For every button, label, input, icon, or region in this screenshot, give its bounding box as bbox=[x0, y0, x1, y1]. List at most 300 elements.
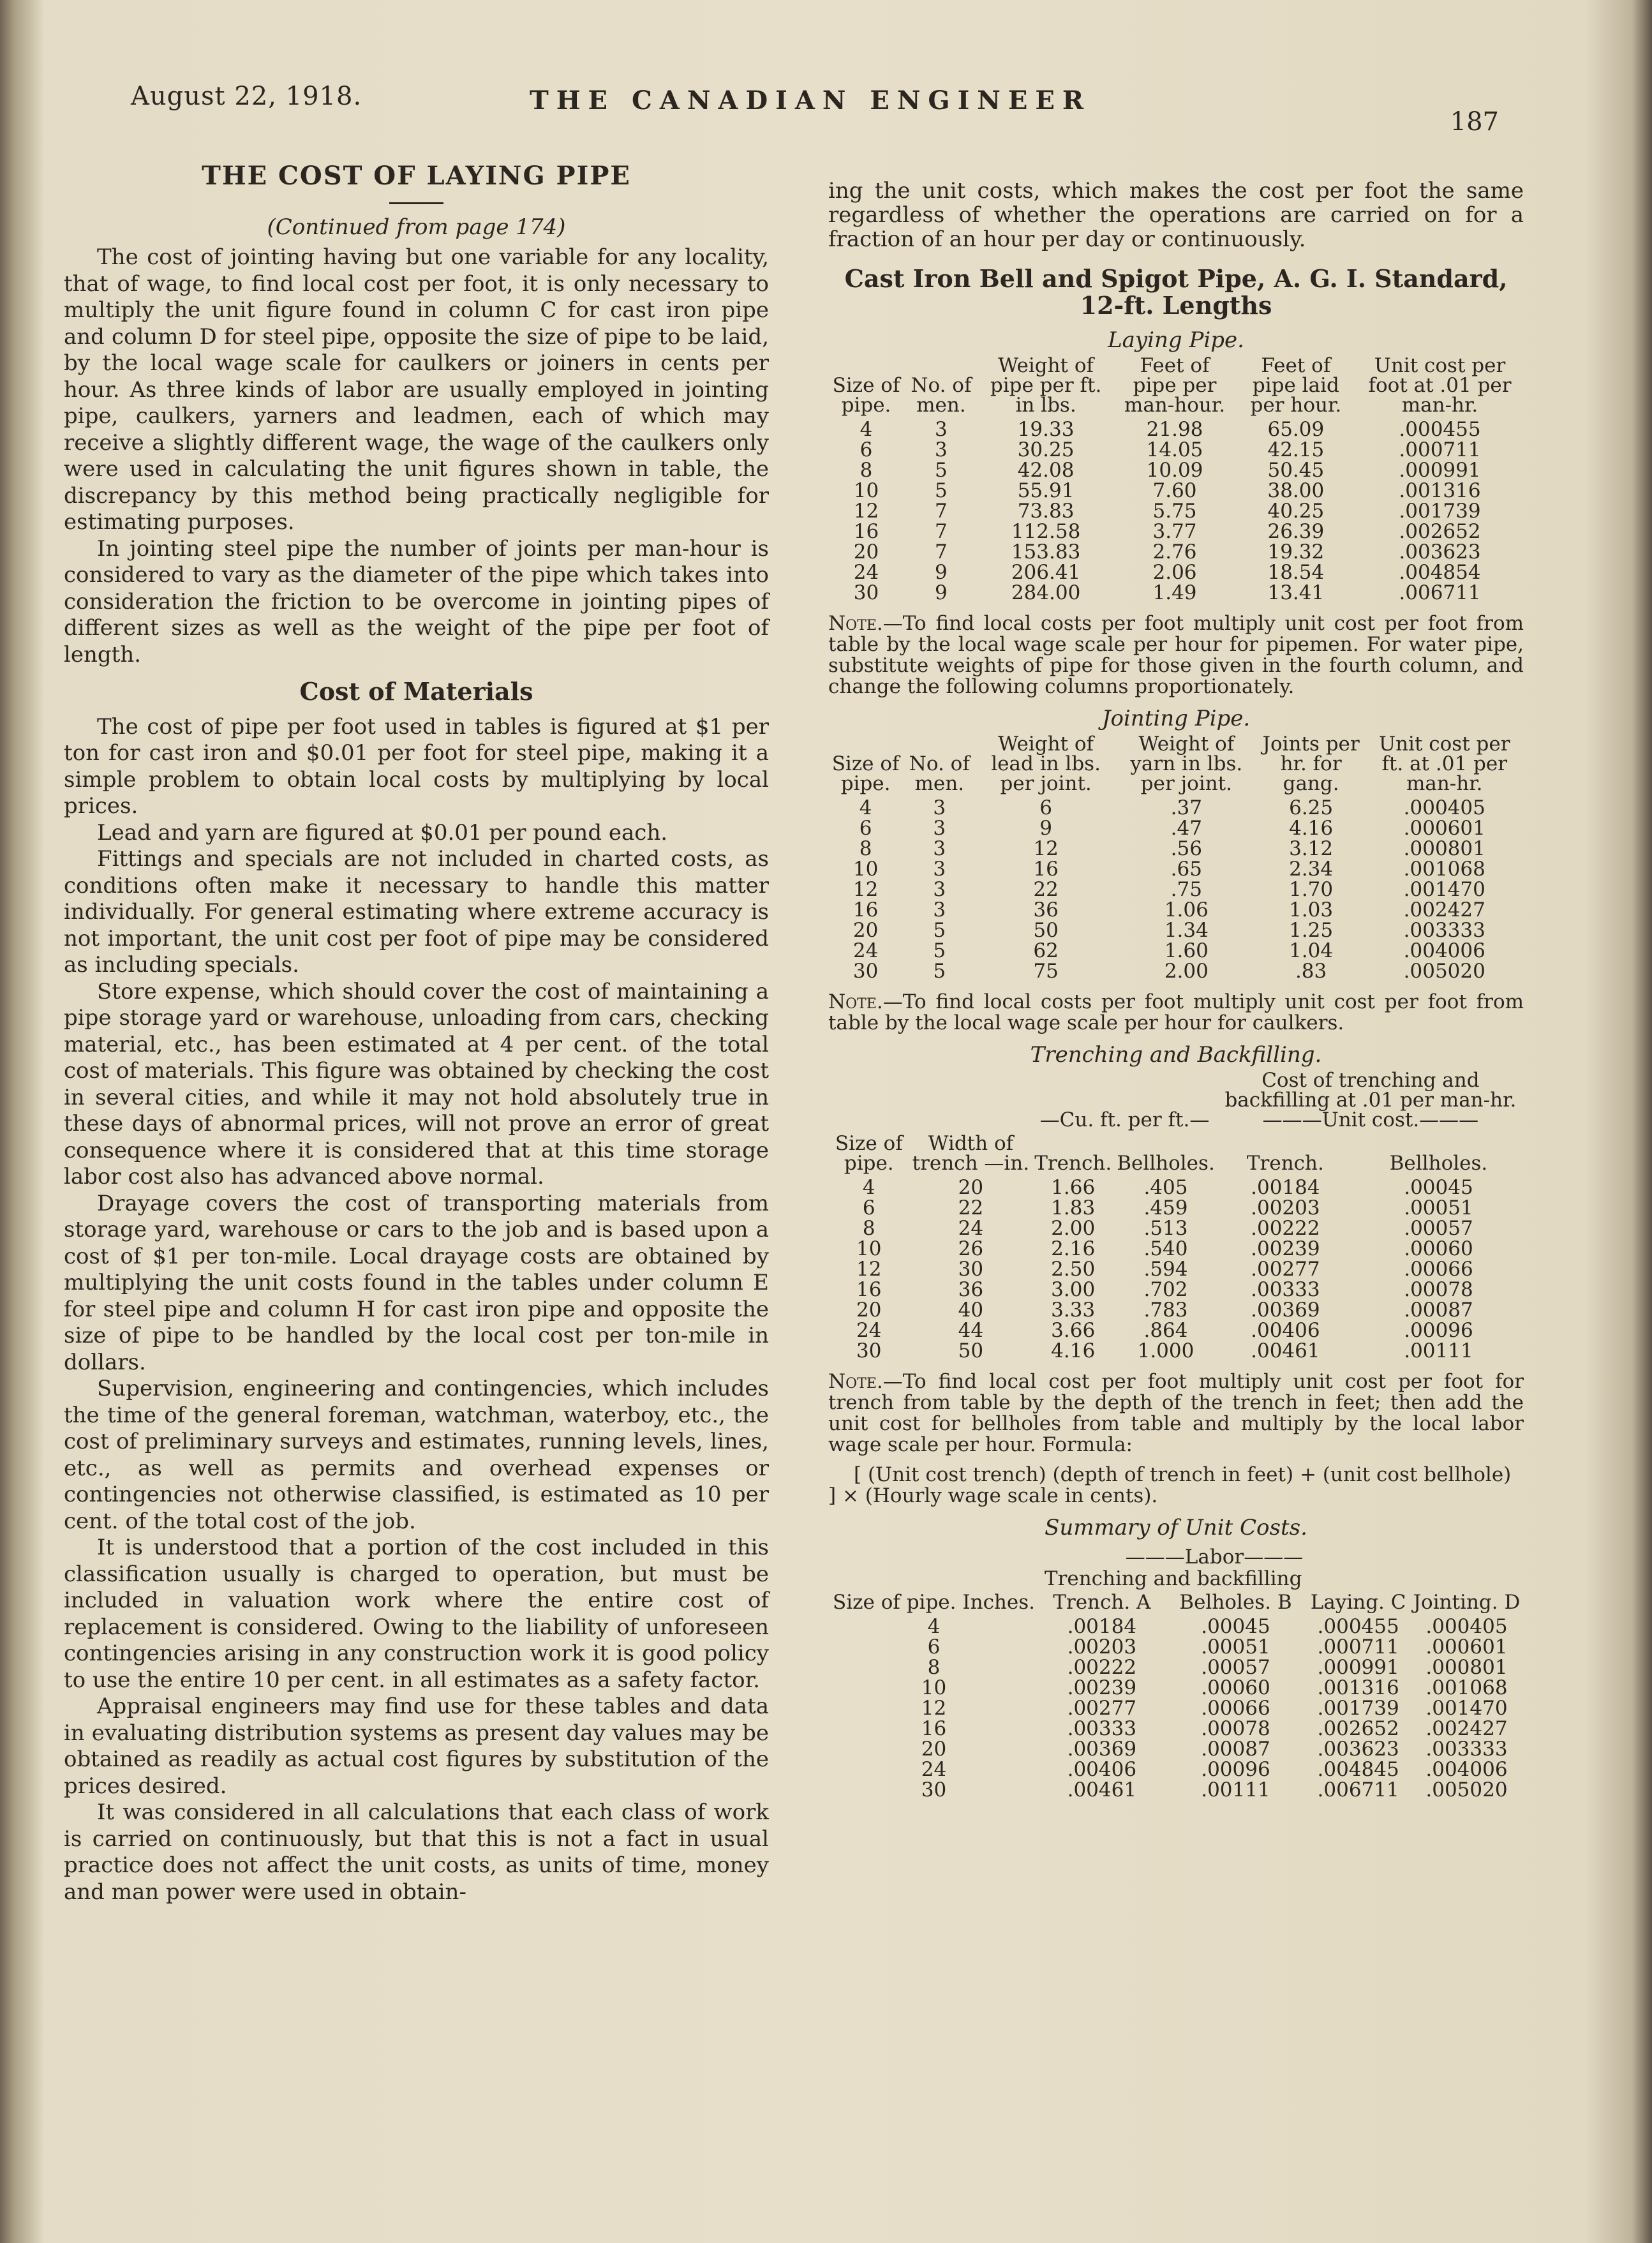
table-cell: 1.83 bbox=[1051, 1196, 1096, 1219]
table-cell: 3 bbox=[933, 837, 946, 860]
page-number: 187 bbox=[1450, 107, 1499, 137]
trenching-note-text: —To find local cost per foot multiply unit cost per foot for trench from table by the depth of the trench in feet; then add the unit cost for bellholes from table and multiply by the local labor wage scale per hour. Formula: bbox=[828, 1370, 1524, 1456]
table-cell: 4 bbox=[859, 796, 872, 819]
table-cell: 2.76 bbox=[1152, 540, 1197, 563]
body-paragraph: It was considered in all calculations that each class of work is carried on continuously, but that this is not a fact in usual practice does not affect the unit costs, as units of time, money and man power were used in obtain- bbox=[64, 1800, 769, 1905]
table-cell: 5 bbox=[933, 939, 946, 962]
table-cell: 10 bbox=[921, 1676, 947, 1699]
jointing-title: Jointing Pipe. bbox=[1101, 706, 1251, 731]
table-cell: .00045 bbox=[1404, 1176, 1473, 1199]
table-cell: 42.08 bbox=[1017, 459, 1075, 482]
trenching-cost-label: Cost of trenching and backfilling at .01 per man-hr. bbox=[1224, 1069, 1517, 1112]
summary-labor-label: ———Labor——— bbox=[1125, 1546, 1304, 1569]
table-cell: 24 bbox=[921, 1758, 947, 1781]
table-row bbox=[828, 1718, 1524, 1739]
table-cell: .001068 bbox=[1403, 858, 1485, 881]
table-cell: 6 bbox=[1039, 796, 1052, 819]
table-cell: 30.25 bbox=[1017, 438, 1075, 461]
table-row bbox=[828, 1320, 1524, 1341]
laying-column-header: No. of men. bbox=[911, 374, 972, 417]
table-row bbox=[828, 818, 1524, 838]
table-cell: 16 bbox=[852, 898, 879, 921]
table-cell: 1.25 bbox=[1289, 919, 1334, 942]
table-cell: .000405 bbox=[1425, 1615, 1508, 1638]
table-cell: 9 bbox=[1039, 817, 1052, 840]
trenching-group-cost bbox=[1217, 1071, 1524, 1134]
table-row bbox=[828, 1616, 1524, 1637]
body-paragraph: Lead and yarn are figured at $0.01 per pound each. bbox=[97, 819, 668, 846]
trenching-column-header: Width of trench —in. bbox=[912, 1132, 1030, 1175]
table-cell: .004006 bbox=[1403, 939, 1485, 962]
table-cell: .00078 bbox=[1201, 1717, 1270, 1740]
table-cell: .00239 bbox=[1251, 1237, 1320, 1260]
trenching-group-blank bbox=[828, 1071, 1032, 1134]
table-cell: 12 bbox=[1033, 837, 1059, 860]
table-cell: 3 bbox=[933, 898, 946, 921]
table-cell: 14.05 bbox=[1146, 438, 1203, 461]
table-cell: 38.00 bbox=[1267, 479, 1325, 502]
table-cell: 2.00 bbox=[1051, 1217, 1096, 1240]
table-cell: 12 bbox=[856, 1258, 882, 1281]
table-cell: 9 bbox=[935, 561, 948, 584]
table-cell: 30 bbox=[958, 1258, 984, 1281]
table-cell: .000405 bbox=[1403, 796, 1485, 819]
table-cell: .000801 bbox=[1403, 837, 1485, 860]
trenching-column-header: Bellholes. bbox=[1389, 1152, 1488, 1175]
trenching-column-header: Size of pipe. bbox=[835, 1132, 903, 1175]
table-cell: .00111 bbox=[1404, 1339, 1473, 1362]
jointing-column-header: Weight of lead in lbs. per joint. bbox=[991, 733, 1101, 795]
table-cell: 3.00 bbox=[1051, 1278, 1096, 1301]
table-row bbox=[828, 1678, 1524, 1698]
table-cell: 2.34 bbox=[1289, 858, 1334, 881]
table-row bbox=[828, 521, 1524, 542]
table-row bbox=[828, 1341, 1524, 1361]
table-cell: 10 bbox=[852, 858, 879, 881]
laying-column-header: Feet of pipe per man-hour. bbox=[1124, 354, 1226, 417]
table-cell: 7 bbox=[935, 540, 948, 563]
table-cell: 6 bbox=[859, 438, 873, 461]
table-cell: 284.00 bbox=[1011, 581, 1081, 604]
title-rule bbox=[389, 202, 443, 204]
summary-column-header: Trench. A bbox=[1053, 1591, 1151, 1614]
table-cell: .006711 bbox=[1399, 581, 1481, 604]
table-cell: .000601 bbox=[1425, 1636, 1508, 1658]
table-cell: 24 bbox=[853, 561, 879, 584]
laying-column-header: Unit cost per foot at .01 per man-hr. bbox=[1368, 354, 1512, 417]
table-cell: .75 bbox=[1170, 878, 1202, 901]
table-cell: 24 bbox=[852, 939, 879, 962]
table-cell: 3.77 bbox=[1152, 520, 1197, 543]
table-cell: 12 bbox=[921, 1697, 947, 1720]
table-cell: 73.83 bbox=[1017, 500, 1075, 523]
table-cell: 206.41 bbox=[1011, 561, 1081, 584]
table-cell: 12 bbox=[852, 878, 879, 901]
table-cell: 40 bbox=[958, 1299, 984, 1322]
summary-column-header: Laying. C bbox=[1310, 1591, 1406, 1614]
table-cell: 50 bbox=[958, 1339, 984, 1362]
table-cell: 16 bbox=[853, 520, 879, 543]
issue-date: August 22, 1918. bbox=[131, 82, 362, 111]
table-cell: .000601 bbox=[1403, 817, 1485, 840]
table-cell: 4 bbox=[859, 418, 873, 441]
table-cell: 2.16 bbox=[1051, 1237, 1096, 1260]
table-cell: 4.16 bbox=[1289, 817, 1334, 840]
laying-title: Laying Pipe. bbox=[1108, 327, 1244, 353]
table-cell: 19.32 bbox=[1267, 540, 1325, 563]
table-cell: .004854 bbox=[1399, 561, 1481, 584]
table-cell: 5 bbox=[935, 459, 948, 482]
table-cell: .00222 bbox=[1251, 1217, 1320, 1240]
table-cell: .00051 bbox=[1201, 1636, 1270, 1658]
table-cell: .00111 bbox=[1201, 1778, 1270, 1801]
table-cell: 30 bbox=[856, 1339, 882, 1362]
table-cell: .864 bbox=[1143, 1319, 1188, 1342]
table-cell: 16 bbox=[1033, 858, 1059, 881]
table-cell: .00060 bbox=[1201, 1676, 1270, 1699]
jointing-column-header: No. of men. bbox=[909, 752, 970, 795]
table-cell: 10 bbox=[856, 1237, 882, 1260]
table-cell: .459 bbox=[1143, 1196, 1188, 1219]
table-cell: 3.66 bbox=[1051, 1319, 1096, 1342]
table-cell: 50.45 bbox=[1267, 459, 1325, 482]
body-paragraph: The cost of jointing having but one variable for any locality, that of wage, to find local cost per foot, it is only necessary to multiply the unit figure found in column C for cast iron pipe and column D for steel pipe, opposite the size of pipe to be laid, by the local wage scale for caulkers or joiners in cents per hour. As three kinds of labor are usually employed in jointing pipe, caulkers, yarners and leadmen, each of which may receive a slightly different wage, the wage of the caulkers only were used in calculating the unit figures shown in table, the discrepancy by this method being practically negligible for estimating purposes. bbox=[64, 244, 769, 535]
trenching-column-header: Trench. bbox=[1034, 1152, 1112, 1175]
table-cell: .003623 bbox=[1317, 1738, 1399, 1761]
table-cell: 1.04 bbox=[1289, 939, 1334, 962]
laying-note-text: —To find local costs per foot multiply unit cost per foot from table by the local wage scale per hour for pipemen. For water pipe, substitute weights of pipe for those given in the fourth column, and change the following columns proportionately. bbox=[828, 612, 1524, 698]
table-cell: 20 bbox=[853, 540, 879, 563]
table-cell: 55.91 bbox=[1017, 479, 1075, 502]
jointing-note-text: —To find local costs per foot multiply unit cost per foot from table by the local wage scale per hour for caulkers. bbox=[828, 990, 1524, 1034]
table-cell: 5 bbox=[933, 960, 946, 983]
table-cell: 10 bbox=[853, 479, 879, 502]
table-cell: 7 bbox=[935, 520, 948, 543]
summary-column-header: Size of pipe. Inches. bbox=[833, 1591, 1036, 1614]
table-cell: 18.54 bbox=[1267, 561, 1325, 584]
table-cell: .540 bbox=[1143, 1237, 1188, 1260]
table-cell: 5.75 bbox=[1152, 500, 1197, 523]
table-cell: 7.60 bbox=[1152, 479, 1197, 502]
table-cell: .00461 bbox=[1251, 1339, 1320, 1362]
table-cell: 42.15 bbox=[1267, 438, 1325, 461]
table-cell: .002652 bbox=[1317, 1717, 1399, 1740]
table-row bbox=[828, 838, 1524, 859]
table-cell: 22 bbox=[1033, 878, 1059, 901]
trenching-unit-label: ———Unit cost.——— bbox=[1262, 1108, 1479, 1131]
table-cell: 3 bbox=[933, 817, 946, 840]
table-cell: .003333 bbox=[1403, 919, 1485, 942]
table-cell: 20 bbox=[921, 1738, 947, 1761]
table-cell: 44 bbox=[958, 1319, 984, 1342]
table-cell: .000455 bbox=[1317, 1615, 1399, 1638]
table-row bbox=[828, 879, 1524, 900]
table-row bbox=[828, 1698, 1524, 1718]
table-cell: .000711 bbox=[1399, 438, 1481, 461]
table-cell: 112.58 bbox=[1011, 520, 1081, 543]
table-cell: .001316 bbox=[1317, 1676, 1399, 1699]
jointing-note bbox=[828, 992, 1524, 1034]
table-cell: .00057 bbox=[1201, 1656, 1270, 1679]
table-row bbox=[828, 583, 1524, 603]
continued-note: (Continued from page 174) bbox=[267, 214, 566, 240]
table-cell: 10.09 bbox=[1146, 459, 1203, 482]
table-cell: 36 bbox=[1033, 898, 1059, 921]
table-cell: 75 bbox=[1033, 960, 1059, 983]
table-cell: .000991 bbox=[1399, 459, 1481, 482]
table-cell: 16 bbox=[921, 1717, 947, 1740]
table-cell: .00096 bbox=[1404, 1319, 1473, 1342]
table-cell: .00369 bbox=[1067, 1738, 1137, 1761]
table-row bbox=[828, 1300, 1524, 1320]
trenching-note-label: Note. bbox=[828, 1370, 883, 1393]
article-title: THE COST OF LAYING PIPE bbox=[202, 161, 631, 191]
laying-column-header: Size of pipe. bbox=[832, 374, 900, 417]
table-cell: 30 bbox=[921, 1778, 947, 1801]
table-row bbox=[828, 562, 1524, 583]
table-cell: .00203 bbox=[1067, 1636, 1137, 1658]
table-cell: 50 bbox=[1033, 919, 1059, 942]
table-cell: 1.70 bbox=[1289, 878, 1334, 901]
table-row bbox=[828, 1759, 1524, 1780]
table-cell: .00184 bbox=[1067, 1615, 1137, 1638]
table-cell: 9 bbox=[935, 581, 948, 604]
laying-table bbox=[828, 356, 1524, 603]
table-cell: .001739 bbox=[1317, 1697, 1399, 1720]
table-cell: .405 bbox=[1143, 1176, 1188, 1199]
table-cell: .001470 bbox=[1403, 878, 1485, 901]
trenching-group-cu: —Cu. ft. per ft.— bbox=[1039, 1108, 1210, 1131]
table-row bbox=[828, 798, 1524, 818]
table-row bbox=[828, 460, 1524, 481]
table-cell: 21.98 bbox=[1146, 418, 1203, 441]
summary-table bbox=[828, 1569, 1524, 1800]
table-cell: 5 bbox=[933, 919, 946, 942]
table-cell: 3 bbox=[933, 878, 946, 901]
summary-column-header: Belholes. B bbox=[1179, 1591, 1292, 1614]
summary-group-blank bbox=[828, 1569, 1039, 1593]
table-cell: 6 bbox=[862, 1196, 875, 1219]
table-cell: .513 bbox=[1143, 1217, 1188, 1240]
table-cell: 20 bbox=[852, 919, 879, 942]
table-cell: 20 bbox=[958, 1176, 984, 1199]
table-cell: .00277 bbox=[1067, 1697, 1137, 1720]
table-cell: .002427 bbox=[1403, 898, 1485, 921]
table-cell: .00096 bbox=[1201, 1758, 1270, 1781]
table-cell: .00051 bbox=[1404, 1196, 1473, 1219]
table-cell: 3 bbox=[933, 858, 946, 881]
table-cell: .002652 bbox=[1399, 520, 1481, 543]
table-row bbox=[828, 481, 1524, 501]
table-row bbox=[828, 1657, 1524, 1678]
left-column bbox=[64, 163, 769, 1905]
table-cell: 65.09 bbox=[1267, 418, 1325, 441]
table-cell: .006711 bbox=[1317, 1778, 1399, 1801]
table-cell: 62 bbox=[1033, 939, 1059, 962]
table-cell: .594 bbox=[1143, 1258, 1188, 1281]
table-row bbox=[828, 419, 1524, 440]
body-paragraph: Fittings and specials are not included in charted costs, as conditions often make it necessary to handle this matter individually. For general estimating where extreme accuracy is not important, the unit cost per foot of pipe may be considered as including specials. bbox=[64, 846, 769, 978]
table-cell: .00078 bbox=[1404, 1278, 1473, 1301]
table-cell: .00333 bbox=[1067, 1717, 1137, 1740]
table-cell: .001068 bbox=[1425, 1676, 1508, 1699]
table-cell: .00239 bbox=[1067, 1676, 1137, 1699]
trenching-note bbox=[828, 1371, 1524, 1456]
table-cell: 6.25 bbox=[1289, 796, 1334, 819]
table-cell: .83 bbox=[1295, 960, 1327, 983]
table-row bbox=[828, 900, 1524, 920]
table-cell: 2.00 bbox=[1164, 960, 1209, 983]
table-cell: 24 bbox=[958, 1217, 984, 1240]
jointing-column-header: Joints per hr. for gang. bbox=[1262, 733, 1360, 795]
jointing-column-header: Weight of yarn in lbs. per joint. bbox=[1130, 733, 1243, 795]
page-header bbox=[121, 82, 1499, 137]
table-cell: 3 bbox=[935, 418, 948, 441]
jointing-note-label: Note. bbox=[828, 990, 883, 1013]
table-cell: .00203 bbox=[1251, 1196, 1320, 1219]
table-cell: .00406 bbox=[1251, 1319, 1320, 1342]
table-cell: .00045 bbox=[1201, 1615, 1270, 1638]
table-cell: .702 bbox=[1143, 1278, 1188, 1301]
table-cell: 30 bbox=[853, 581, 879, 604]
table-cell: .783 bbox=[1143, 1299, 1188, 1322]
table-cell: .000991 bbox=[1317, 1656, 1399, 1679]
table-row bbox=[828, 1780, 1524, 1800]
table-cell: 4 bbox=[927, 1615, 941, 1638]
table-cell: .000801 bbox=[1425, 1656, 1508, 1679]
table-row bbox=[828, 1218, 1524, 1239]
table-cell: 6 bbox=[859, 817, 872, 840]
table-cell: 3 bbox=[935, 438, 948, 461]
table-cell: .00060 bbox=[1404, 1237, 1473, 1260]
table-cell: 30 bbox=[852, 960, 879, 983]
summary-group-blank-2 bbox=[1307, 1569, 1524, 1593]
body-paragraph: The cost of pipe per foot used in tables is figured at $1 per ton for cast iron and $0.01 per foot for steel pipe, making it a simple problem to obtain local costs by multiplying by local prices. bbox=[64, 713, 769, 819]
body-paragraph: Appraisal engineers may find use for these tables and data in evaluating distribution systems as present day values may be obtained as readily as actual cost figures by substitution of the prices desired. bbox=[64, 1694, 769, 1799]
table-cell: 1.000 bbox=[1137, 1339, 1194, 1362]
table-cell: 40.25 bbox=[1267, 500, 1325, 523]
table-cell: .00333 bbox=[1251, 1278, 1320, 1301]
paragraph-group-1 bbox=[64, 244, 769, 668]
table-cell: 1.03 bbox=[1289, 898, 1334, 921]
table-cell: .00087 bbox=[1404, 1299, 1473, 1322]
jointing-table bbox=[828, 734, 1524, 981]
table-cell: 8 bbox=[859, 459, 873, 482]
table-cell: .00369 bbox=[1251, 1299, 1320, 1322]
table-cell: 8 bbox=[859, 837, 872, 860]
table-cell: .003623 bbox=[1399, 540, 1481, 563]
table-cell: 2.06 bbox=[1152, 561, 1197, 584]
table-cell: 3 bbox=[933, 796, 946, 819]
table-cell: 1.60 bbox=[1164, 939, 1209, 962]
jointing-column-header: Unit cost per ft. at .01 per man-hr. bbox=[1378, 733, 1510, 795]
table-row bbox=[828, 1637, 1524, 1657]
table-cell: .47 bbox=[1170, 817, 1202, 840]
table-cell: .005020 bbox=[1425, 1778, 1508, 1801]
table-row bbox=[828, 1177, 1524, 1198]
body-paragraph: Supervision, engineering and contingencies, which includes the time of the general foreman, watchman, waterboy, etc., the cost of preliminary surveys and estimates, running levels, lines, etc., as well as permits and overhead expenses or contingencies not otherwise classified, is estimated as 10 per cent. of the total cost of the job. bbox=[64, 1376, 769, 1534]
table-cell: .00087 bbox=[1201, 1738, 1270, 1761]
table-row bbox=[828, 1739, 1524, 1759]
table-cell: 1.66 bbox=[1051, 1176, 1096, 1199]
table-cell: 7 bbox=[935, 500, 948, 523]
table-cell: 153.83 bbox=[1011, 540, 1081, 563]
table-cell: .002427 bbox=[1425, 1717, 1508, 1740]
trenching-title: Trenching and Backfilling. bbox=[1030, 1042, 1322, 1068]
table-cell: .00277 bbox=[1251, 1258, 1320, 1281]
laying-column-header: Weight of pipe per ft. in lbs. bbox=[990, 354, 1102, 417]
table-cell: 3.12 bbox=[1289, 837, 1334, 860]
table-cell: .001470 bbox=[1425, 1697, 1508, 1720]
table-cell: 26 bbox=[958, 1237, 984, 1260]
table-row bbox=[828, 1239, 1524, 1259]
table-cell: 1.06 bbox=[1164, 898, 1209, 921]
table-cell: 1.34 bbox=[1164, 919, 1209, 942]
jointing-column-header: Size of pipe. bbox=[831, 752, 900, 795]
table-row bbox=[828, 859, 1524, 879]
table-cell: .001739 bbox=[1399, 500, 1481, 523]
table-cell: .004845 bbox=[1317, 1758, 1399, 1781]
table-cell: .00057 bbox=[1404, 1217, 1473, 1240]
table-row bbox=[828, 1259, 1524, 1279]
table-cell: 26.39 bbox=[1267, 520, 1325, 543]
table-cell: .000455 bbox=[1399, 418, 1481, 441]
laying-note-label: Note. bbox=[828, 612, 883, 635]
summary-title: Summary of Unit Costs. bbox=[1045, 1515, 1307, 1540]
table-row bbox=[828, 961, 1524, 981]
laying-note bbox=[828, 613, 1524, 697]
table-cell: 36 bbox=[958, 1278, 984, 1301]
table-cell: .005020 bbox=[1403, 960, 1485, 983]
table-cell: .00406 bbox=[1067, 1758, 1137, 1781]
table-cell: .00184 bbox=[1251, 1176, 1320, 1199]
body-paragraph: It is understood that a portion of the cost included in this classification usually is charged to operation, but must be included in valuation work where the entire cost of replacement is considered. Owing to the liability of unforeseen contingencies arising in any construction work it is good policy to use the entire 10 per cent. in all estimates as a safety factor. bbox=[64, 1535, 769, 1693]
body-paragraph: Store expense, which should cover the cost of maintaining a pipe storage yard or warehouse, unloading from cars, checking material, etc., has been estimated at 4 per cent. of the total cost of materials. This figure was obtained by checking the cost in several cities, and while it may not hold absolutely true in these days of abnormal prices, will not prove an error of great consequence where it is considered that at this time storage labor cost also has advanced above normal. bbox=[64, 978, 769, 1189]
table-cell: .56 bbox=[1170, 837, 1202, 860]
table-cell: 20 bbox=[856, 1299, 882, 1322]
table-cell: 4.16 bbox=[1051, 1339, 1096, 1362]
table-cell: .003333 bbox=[1425, 1738, 1508, 1761]
paragraph-group-2 bbox=[64, 714, 769, 1906]
table-cell: .00461 bbox=[1067, 1778, 1137, 1801]
table-cell: 19.33 bbox=[1017, 418, 1075, 441]
table-cell: 22 bbox=[958, 1196, 984, 1219]
journal-title: THE CANADIAN ENGINEER bbox=[530, 86, 1092, 116]
table-row bbox=[828, 920, 1524, 941]
table-row bbox=[828, 1198, 1524, 1218]
table-cell: 8 bbox=[862, 1217, 875, 1240]
table-row bbox=[828, 1279, 1524, 1300]
table-cell: 4 bbox=[862, 1176, 875, 1199]
table-cell: 3.33 bbox=[1051, 1299, 1096, 1322]
table-cell: 2.50 bbox=[1051, 1258, 1096, 1281]
table-cell: .000711 bbox=[1317, 1636, 1399, 1658]
table-cell: 12 bbox=[853, 500, 879, 523]
right-column bbox=[828, 179, 1524, 1800]
body-paragraph: Drayage covers the cost of transporting materials from storage yard, warehouse or cars to the job and is based upon a cost of $1 per ton-mile. Local drayage costs are obtained by multiplying the unit costs found in the tables under column E for steel pipe and column H for cast iron pipe and opposite the size of pipe to be handled by the local cost per ton-mile in dollars. bbox=[64, 1190, 769, 1375]
trenching-column-header: Bellholes. bbox=[1117, 1152, 1215, 1175]
tables-main-title: Cast Iron Bell and Spigot Pipe, A. G. I. Standard, 12-ft. Lengths bbox=[844, 264, 1508, 320]
intro-paragraph: ing the unit costs, which makes the cost per foot the same regardless of whether the operations are carried on for a fraction of an hour per day or continuously. bbox=[828, 178, 1524, 252]
trenching-formula: [ (Unit cost trench) (depth of trench in feet) + (unit cost bellhole) ] × (Hourly wage scale in cents). bbox=[828, 1463, 1512, 1507]
summary-column-header: Jointing. D bbox=[1413, 1591, 1521, 1614]
table-cell: .004006 bbox=[1425, 1758, 1508, 1781]
table-cell: .00222 bbox=[1067, 1656, 1137, 1679]
table-cell: 13.41 bbox=[1267, 581, 1325, 604]
trenching-column-header: Trench. bbox=[1246, 1152, 1324, 1175]
table-cell: 24 bbox=[856, 1319, 882, 1342]
laying-column-header: Feet of pipe laid per hour. bbox=[1250, 354, 1342, 417]
